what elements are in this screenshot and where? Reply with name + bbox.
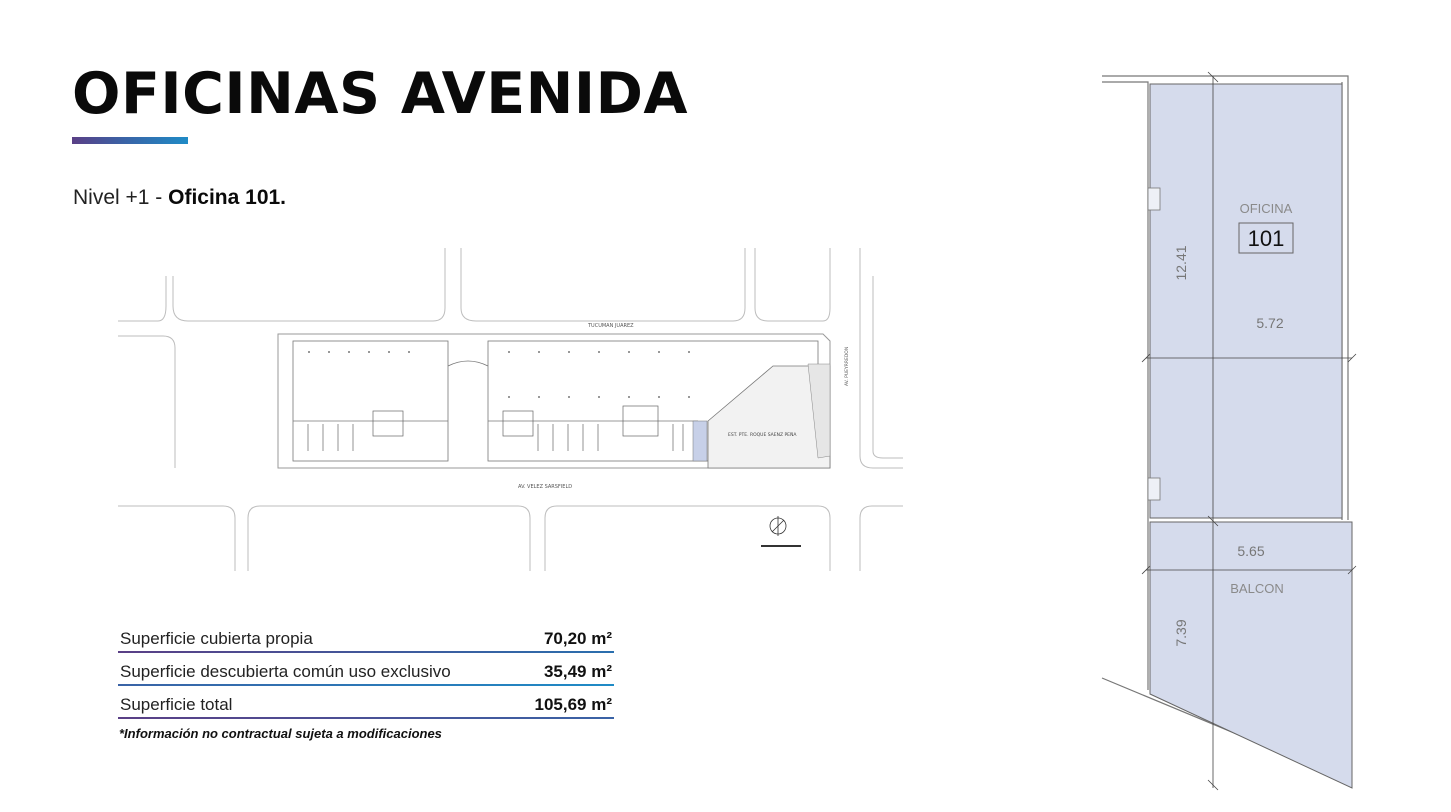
office-floor-plan: [1098, 70, 1358, 795]
dim-width-balcony: 5.65: [1237, 543, 1265, 559]
room-number: 101: [1247, 226, 1285, 251]
row-value: 70,20 m²: [543, 629, 612, 648]
row-label: Superficie cubierta propia: [120, 629, 313, 648]
table-row: [118, 620, 614, 651]
street-label-top: TUCUMAN JUAREZ: [588, 323, 634, 329]
balcony-label: BALCON: [1230, 581, 1284, 596]
subtitle-office: Oficina 101.: [168, 186, 287, 209]
row-label: Superficie descubierta común uso exclusivo: [120, 662, 451, 681]
row-value: 35,49 m²: [543, 662, 612, 681]
table-row: [118, 653, 614, 684]
street-label-right: AV. PUEYRREDON: [845, 346, 850, 386]
page-title: OFICINAS AVENIDA: [72, 61, 688, 127]
row-divider: [118, 717, 614, 719]
dim-height-balcony: 7.39: [1173, 619, 1189, 647]
dim-width-office: 5.72: [1256, 315, 1284, 331]
table-row: [118, 686, 614, 717]
site-plan: [118, 246, 918, 571]
row-value: 105,69 m²: [534, 695, 612, 714]
street-label-bottom: AV. VELEZ SARSFIELD: [518, 484, 573, 490]
dim-height-office: 12.41: [1173, 245, 1189, 281]
title-underline: [72, 137, 188, 144]
building-label: EST. PTE. ROQUE SAENZ PEÑA: [728, 433, 797, 438]
row-label: Superficie total: [120, 695, 233, 714]
surfaces-table: [118, 620, 614, 719]
north-arrow-icon: [761, 516, 801, 546]
level-subtitle: [73, 186, 286, 210]
disclaimer-note: *Información no contractual sujeta a modificaciones: [119, 726, 442, 741]
subtitle-level: Nivel +1 -: [73, 186, 169, 209]
room-label: OFICINA: [1239, 201, 1293, 216]
